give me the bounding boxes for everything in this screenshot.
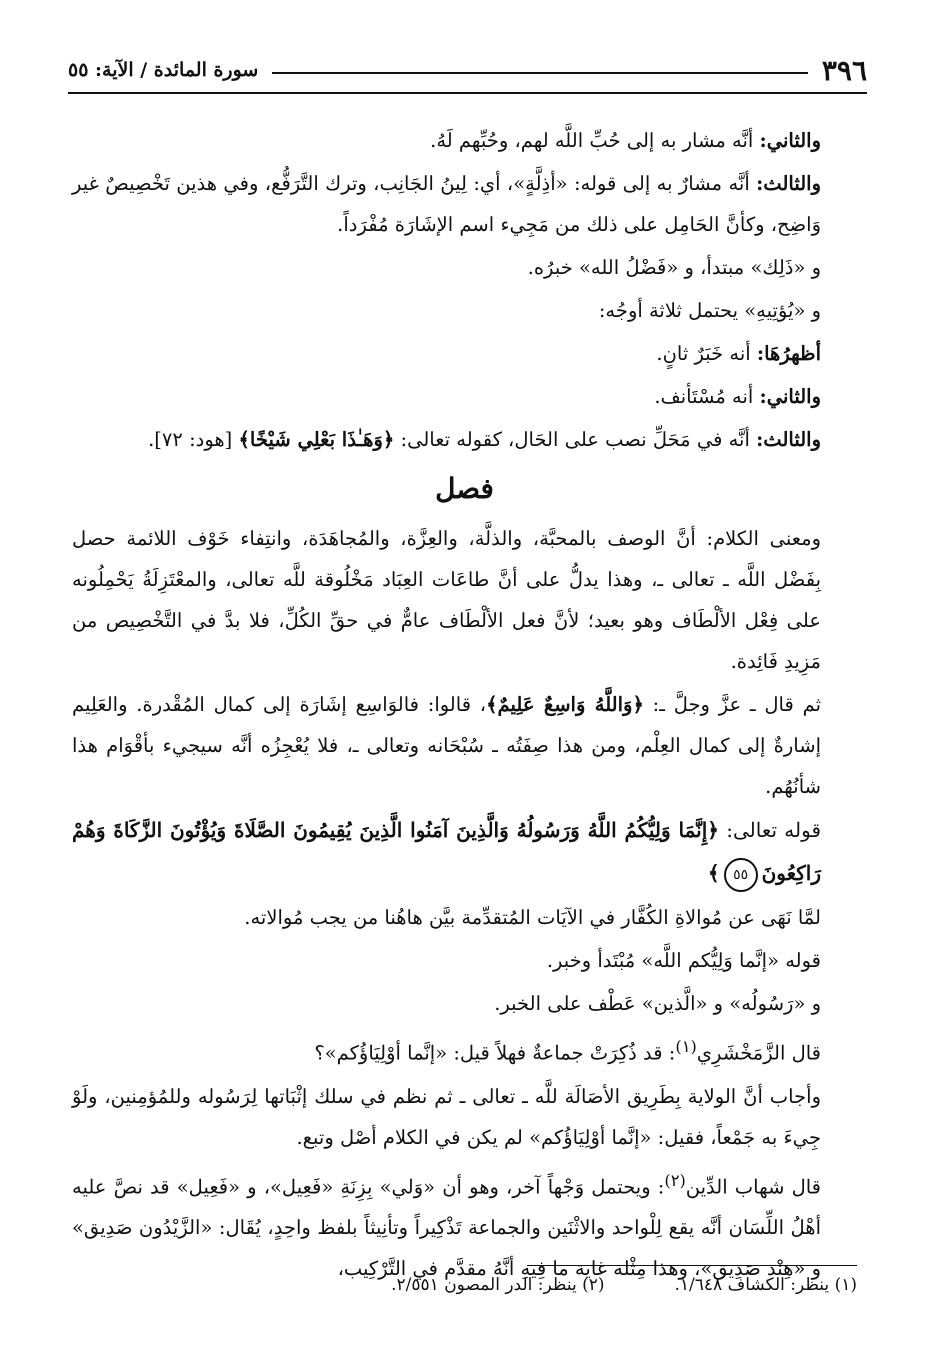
paragraph: وأجاب أنَّ الولاية بِطَرِيق الأصَالَة للَّه ـ تعالى ـ ثم نظم في سلك إثْبَاتها لِرَسُوله وللمُؤمِنين، ولَوْ جِيءَ به جَمْعاً، فقيل: «إنَّما أوْلِيَاؤُكم» لم يكن في الكلام أصْل وتبع. [72,1084,821,1149]
paragraph-text: ثم قال ـ عزَّ وجلَّ ـ: [643,693,821,716]
page-body [72,120,857,1291]
footnote-divider [527,1265,857,1266]
paragraph: و «ذَلِك» مبتدأ، و «فَضْلُ الله» خبرُه. [527,256,821,279]
paragraph-text: أنَّه مشار به إلى حُبِّ اللَّه لهم، وحُبِّهم لَهُ. [430,129,760,152]
paragraph-lead: أظهرُهَا: [756,342,821,365]
header-rule [272,72,808,74]
paragraph-text: قال شهاب الدِّين [685,1175,822,1198]
footnote-1: (١) ينظر: الكشاف ١/٦٤٨. [674,1275,857,1295]
ayah-intro: قوله تعالى: [719,818,822,842]
verse-reference: [هود: ٧٢]. [148,428,239,451]
ayah-text: ﴿إِنَّمَا وَلِيُّكُمُ اللَّهُ وَرَسُولُهُ وَالَّذِينَ آمَنُوا الَّذِينَ يُقِيمُونَ الصَّلَاةَ وَيُؤْتُونَ الزَّكَاةَ وَهُمْ رَاكِعُونَ [72,818,821,885]
paragraph-text: أنه مُسْتَأنف. [654,385,760,408]
paragraph-text: : قد ذُكِرَتْ جماعةٌ فهلاً قيل: «إنَّما أوْلِيَاؤُكم»؟ [314,1041,676,1065]
paragraph-text: قال الزَّمَخْشَرِي [696,1041,821,1065]
ayah-number-marker: ٥٥ [724,858,758,892]
footnote-ref: (٢) [664,1170,686,1190]
paragraph: قوله «إنَّما وَلِيُّكم اللَّه» مُبْتَدأ وخبر. [546,949,821,972]
paragraph-text: : ويحتمل وَجْهاً آخر، وهو أن «وَلي» بِزِنَةِ «فَعِيل»، و «فَعِيل» قد نصَّ عليه أهْلُ اللِّسَان أنَّه يقع لِلْواحد والاثْنَين والجماعة تَذْكِيراً وتأنِيثاً بلفظ واحِدٍ، يُقَال: «الزَّيْدُون صَدِيق» و «هِنْد صَدِيق»، وهذا مِثْله غاية ما فِيهِ أنَّهُ مقدَّم في التَّرْكِيب، [72,1175,821,1280]
quran-quote: ﴿وَاللَّهُ وَاسِعٌ عَلِيمٌ﴾ [486,693,644,716]
page-header [68,52,867,88]
paragraph: لمَّا نَهَى عن مُوالاةِ الكُفَّار في الآيَات المُتقدِّمة بيَّن هاهُنا من يجب مُوالاته. [244,906,821,929]
quran-quote: ﴿وَهَـٰذَا بَعْلِي شَيْخًا﴾ [238,428,395,451]
paragraph: ومعنى الكلام: أنَّ الوصف بالمحبَّة، والذلَّة، والعِزَّة، والمُجاهَدَة، وانتِفاء خَوْف اللائمة حصل بِفَضْل اللَّه ـ تعالى ـ، وهذا يدلُّ على أنَّ طاعَات العِبَاد مَخْلُوقة للَّه تعالى، والمعْتَزِلَةُ يَحْمِلُونه على فِعْل الألْطَاف وهو بعيد؛ لأنَّ فعل الألْطَاف عامٌّ في حقِّ الكُلِّ، فلا بدَّ في التَّخْصِيص من مَزِيدِ فَائِدة. [72,527,821,673]
footnote-ref: (١) [675,1037,697,1056]
paragraph-text: أنه خَبَرٌ ثانٍ. [656,342,757,365]
paragraph-text: أنَّه في مَحَلِّ نصب على الحَال، كقوله تعالى: [394,428,757,451]
paragraph [72,333,857,374]
paragraph [72,1160,857,1290]
ayah-heading [72,809,857,895]
footnote-2: (٢) ينظر: الدر المصون ٢/٥٥١. [391,1275,605,1295]
page-number: ٣٩٦ [821,53,867,87]
paragraph: و «رَسُولُه» و «الَّذين» عَطْف على الخبر. [494,992,821,1015]
section-title: فصل [435,472,494,505]
header-divider [68,92,867,94]
ayah-close: ﴾ [707,861,720,885]
paragraph [72,684,857,807]
paragraph [72,419,857,460]
paragraph [72,1026,857,1074]
paragraph [72,120,857,161]
footnotes [70,1275,857,1295]
paragraph: و «يُؤتِيهِ» يحتمل ثلاثة أوجُه: [598,299,821,322]
running-title: سورة المائدة / الآية: ٥٥ [68,59,259,81]
paragraph-lead: والثاني: [759,385,821,408]
paragraph [72,376,857,417]
paragraph-lead: والثاني: [759,129,821,152]
paragraph [72,163,857,245]
paragraph-lead: والثالث: [756,428,821,451]
paragraph-text: أنَّه مشارٌ به إلى قوله: «أذِلَّةٍ»، أي: لِينُ الجَانِب، وترك التَّرَفُّع، وفي هذين تَخْصِيصٌ غير وَاضِح، وكأنَّ الحَامِل على ذلك من مَجِيء اسم الإشَارَة مُفْرَداً. [72,172,821,236]
paragraph-text: ، قالوا: فالوَاسِع إشَارَة إلى كمال المُقْدرة. والعَلِيم إشارةٌ إلى كمال العِلْم، ومن هذا صِفَتُه ـ سُبْحَانه وتعالى ـ، فلا يُعْجِزُه أنَّه سيجيء بأقْوَام هذا شأنُهُم. [72,693,821,798]
paragraph-lead: والثالث: [756,172,821,195]
